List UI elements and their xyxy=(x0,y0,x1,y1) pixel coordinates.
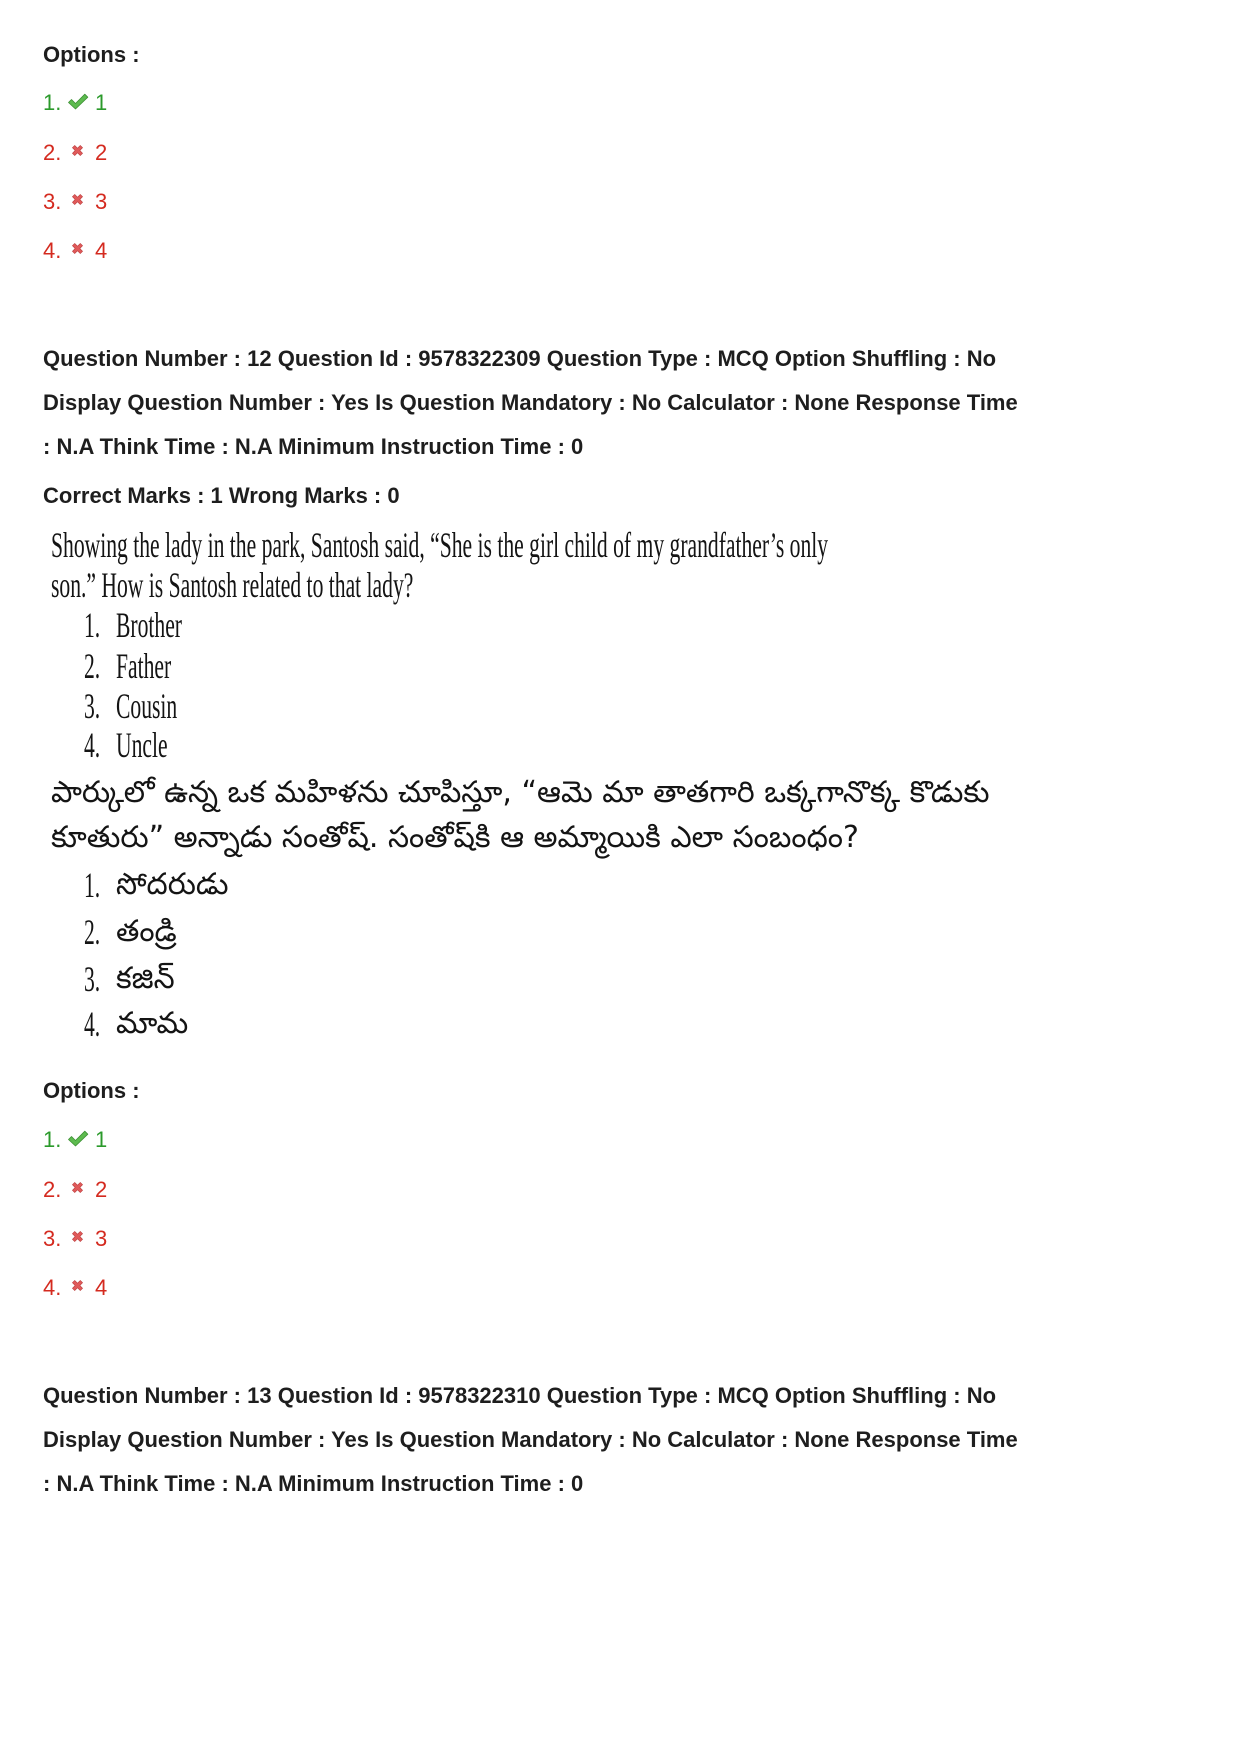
option-number: 1. xyxy=(84,865,101,905)
option-text: Cousin xyxy=(116,686,178,726)
cross-icon xyxy=(71,1230,84,1243)
option-number: 3. xyxy=(84,959,101,999)
option-number: 2. xyxy=(43,140,62,165)
cross-icon xyxy=(71,242,84,255)
check-icon xyxy=(67,93,89,110)
check-icon xyxy=(67,1130,89,1147)
stem-line-english xyxy=(51,565,655,605)
cross-icon xyxy=(71,1181,84,1194)
option-number: 3. xyxy=(43,1226,62,1251)
options-label: Options : xyxy=(43,1078,140,1103)
option-value: 4 xyxy=(95,1275,108,1300)
option-number: 2. xyxy=(43,1177,62,1202)
question-option-english xyxy=(51,725,651,765)
question-option-telugu xyxy=(51,862,651,908)
option-value: 2 xyxy=(95,1177,108,1202)
stem-line-telugu: కూతురు” అన్నాడు సంతోష్. సంతోష్‌కి ఆ అమ్మాయికి ఎలా సంబంధం? xyxy=(51,820,859,855)
cross-icon xyxy=(71,1279,84,1292)
option-row xyxy=(43,226,243,275)
option-value: 4 xyxy=(95,238,108,263)
stem-line-english xyxy=(51,525,1201,565)
option-row xyxy=(43,1214,243,1263)
option-value: 3 xyxy=(95,189,108,214)
option-number: 4. xyxy=(43,1275,62,1300)
option-number: 4. xyxy=(84,1004,101,1044)
question-meta-line: Display Question Number : Yes Is Question Mandatory : No Calculator : None Response Time xyxy=(43,390,1018,415)
cross-icon xyxy=(71,144,84,157)
option-text: Father xyxy=(116,646,172,686)
question-option-telugu xyxy=(51,956,651,1002)
option-value: 2 xyxy=(95,140,108,165)
marks-line: Correct Marks : 1 Wrong Marks : 0 xyxy=(43,483,400,508)
question-option-telugu xyxy=(51,909,651,955)
question-option-english xyxy=(51,605,651,645)
question-meta xyxy=(43,1374,1018,1506)
option-row xyxy=(43,1165,243,1214)
option-number: 2. xyxy=(84,646,101,686)
stem-text: Showing the lady in the park, Santosh said, “She is the girl child of my grandfather’s only xyxy=(51,525,829,565)
cross-icon xyxy=(71,193,84,206)
option-text: Uncle xyxy=(116,725,168,765)
question-meta-line: Question Number : 13 Question Id : 9578322310 Question Type : MCQ Option Shuffling : No xyxy=(43,1383,997,1408)
question-meta xyxy=(43,337,1018,469)
options-label: Options : xyxy=(43,42,140,67)
stem-line-telugu: పార్కులో ఉన్న ఒక మహిళను చూపిస్తూ, “ఆమె మా తాతగారి ఒక్కగానొక్క కొడుకు xyxy=(51,775,990,810)
option-text: తండ్రి xyxy=(116,914,177,949)
option-number: 4. xyxy=(43,238,62,263)
option-number: 1. xyxy=(43,90,62,115)
option-number: 3. xyxy=(84,686,101,726)
option-row xyxy=(43,128,243,177)
option-row xyxy=(43,1115,243,1164)
question-meta-line: Display Question Number : Yes Is Question Mandatory : No Calculator : None Response Time xyxy=(43,1427,1018,1452)
option-value: 1 xyxy=(95,90,108,115)
question-meta-line: : N.A Think Time : N.A Minimum Instruction Time : 0 xyxy=(43,1471,584,1496)
option-row xyxy=(43,1263,243,1312)
option-number: 2. xyxy=(84,912,101,952)
question-option-english xyxy=(51,646,651,686)
option-text: Brother xyxy=(116,605,182,645)
option-number: 4. xyxy=(84,725,101,765)
option-number: 1. xyxy=(43,1127,62,1152)
question-meta-line: : N.A Think Time : N.A Minimum Instruction Time : 0 xyxy=(43,434,584,459)
option-value: 1 xyxy=(95,1127,108,1152)
option-text: కజిన్ xyxy=(116,961,175,996)
option-number: 3. xyxy=(43,189,62,214)
option-text: మామ xyxy=(116,1006,189,1041)
option-row xyxy=(43,177,243,226)
option-value: 3 xyxy=(95,1226,108,1251)
question-option-english xyxy=(51,686,651,726)
option-number: 1. xyxy=(84,605,101,645)
option-row xyxy=(43,78,243,127)
option-text: సోదరుడు xyxy=(116,867,229,902)
question-meta-line: Question Number : 12 Question Id : 9578322309 Question Type : MCQ Option Shuffling : No xyxy=(43,346,997,371)
question-option-telugu xyxy=(51,1001,651,1047)
question-image xyxy=(51,525,1201,1049)
stem-text: son.” How is Santosh related to that lady? xyxy=(51,565,414,605)
